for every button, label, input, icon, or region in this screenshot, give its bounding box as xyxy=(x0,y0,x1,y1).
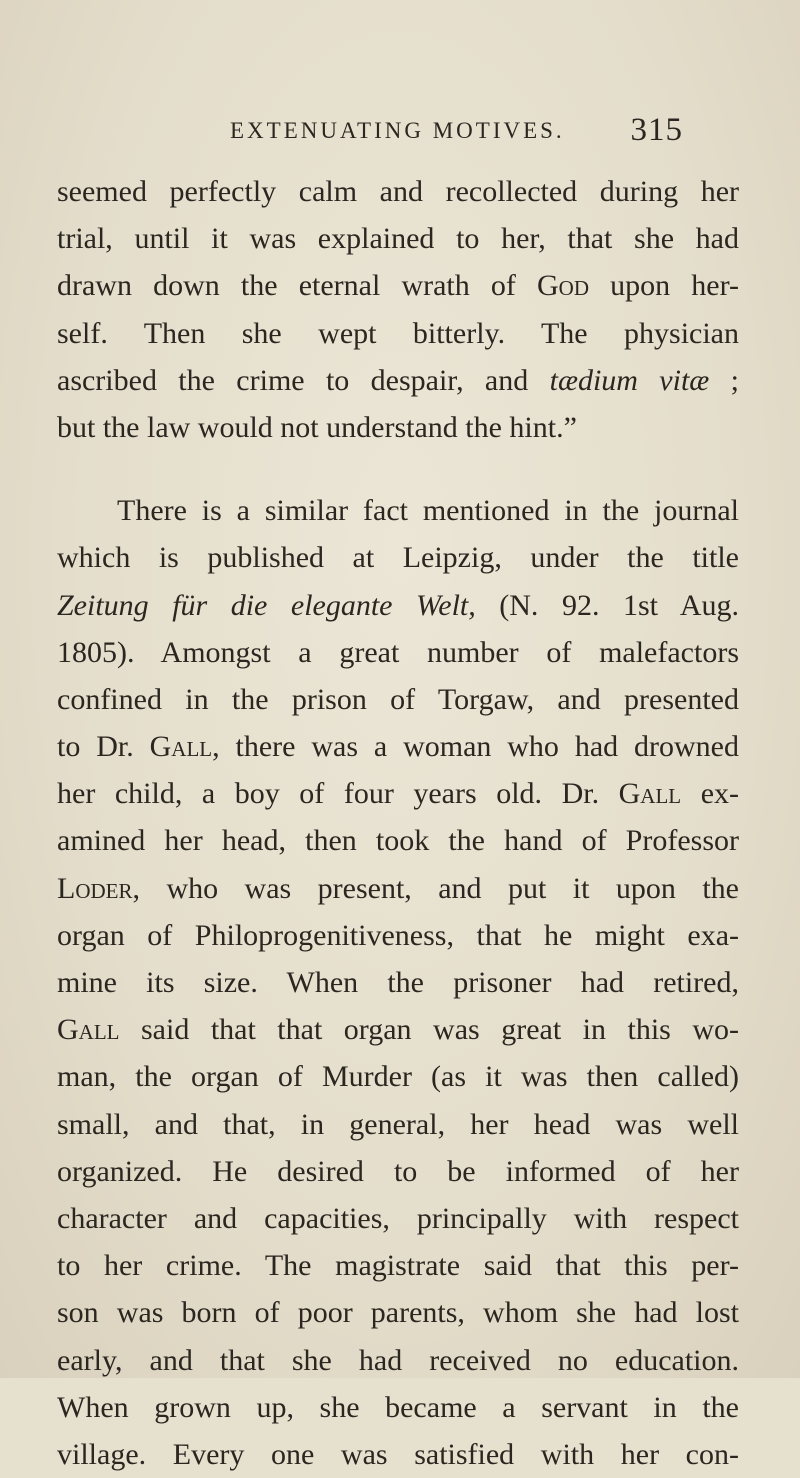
text-line: self. Then she wept bitterly. The physician xyxy=(57,316,739,350)
text-line: her child, a boy of four years old. Dr. Gall ex- xyxy=(57,777,739,811)
paragraph-1 xyxy=(57,168,739,451)
text-line: Zeitung für die elegante Welt, (N. 92. 1st Aug. xyxy=(57,588,739,622)
text-line: amined her head, then took the hand of Professor xyxy=(57,824,739,858)
text-line: son was born of poor parents, whom she had lost xyxy=(57,1296,739,1330)
running-head: EXTENUATING MOTIVES. xyxy=(230,118,565,143)
text-line: organized. He desired to be informed of her xyxy=(57,1154,739,1188)
text-line: When grown up, she became a servant in the xyxy=(57,1390,739,1424)
text-line: character and capacities, principally with respect xyxy=(57,1201,739,1235)
italic-phrase: Zeitung für die elegante Welt, xyxy=(57,588,476,622)
small-caps-name: God xyxy=(537,269,590,303)
text-line: There is a similar fact mentioned in the journal xyxy=(117,494,739,528)
text-line: Loder, who was present, and put it upon the xyxy=(57,871,739,905)
text-line: seemed perfectly calm and recollected during her xyxy=(57,175,739,208)
small-caps-name: Loder xyxy=(57,871,133,905)
text-line: man, the organ of Murder (as it was then called) xyxy=(57,1060,739,1094)
text-line: trial, until it was explained to her, that she had xyxy=(57,222,739,256)
italic-phrase: tædium vitæ xyxy=(549,363,710,397)
text-line: ascribed the crime to despair, and tædium vitæ ; xyxy=(57,363,740,397)
page-number: 315 xyxy=(630,112,683,148)
text-line: village. Every one was satisfied with her con- xyxy=(57,1437,739,1471)
text-line: which is published at Leipzig, under the title xyxy=(57,541,739,575)
text-line: to her crime. The magistrate said that this per- xyxy=(57,1249,739,1283)
text-line: confined in the prison of Torgaw, and presented xyxy=(57,682,739,716)
text-line: 1805). Amongst a great number of malefactors xyxy=(57,635,739,669)
text-line: but the law would not understand the hint.” xyxy=(57,410,577,444)
text-line: early, and that she had received no education. xyxy=(57,1343,739,1377)
text-line: to Dr. Gall, there was a woman who had drowned xyxy=(57,730,739,764)
small-caps-name: Gall xyxy=(57,1013,120,1047)
text-line: Gall said that that organ was great in this wo- xyxy=(57,1013,739,1047)
text-line: drawn down the eternal wrath of God upon her- xyxy=(57,269,739,303)
small-caps-name: Gall xyxy=(618,777,682,811)
paragraph-2 xyxy=(57,487,739,1478)
text-line: organ of Philoprogenitiveness, that he might exa- xyxy=(57,918,739,952)
small-caps-name: Gall xyxy=(149,730,213,764)
text-line: mine its size. When the prisoner had retired, xyxy=(57,966,739,999)
paragraph-gap xyxy=(57,451,739,487)
page-header xyxy=(0,112,800,152)
body-text xyxy=(57,168,739,1478)
text-line: small, and that, in general, her head was well xyxy=(57,1107,739,1141)
